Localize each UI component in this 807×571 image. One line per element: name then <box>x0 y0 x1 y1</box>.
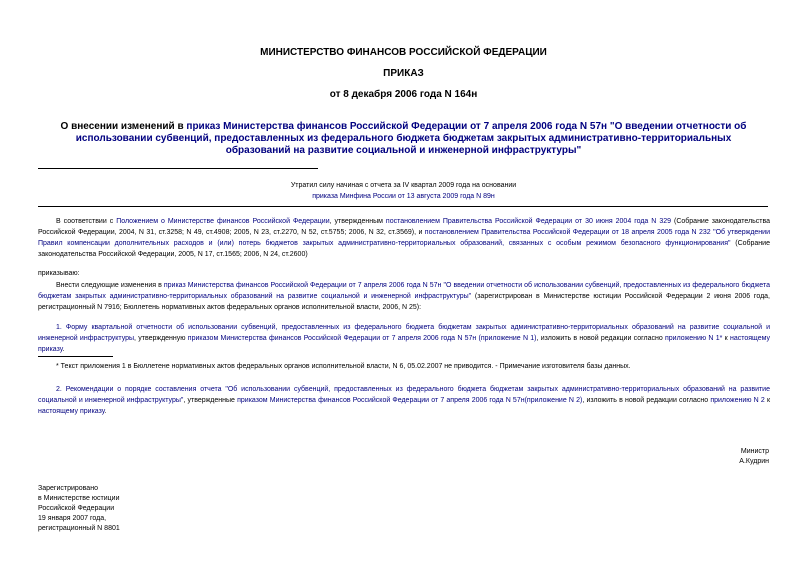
signature-block <box>739 447 769 467</box>
item2-text-4: . <box>104 408 107 415</box>
item1-link-this-order[interactable]: настоящему приказу <box>38 335 771 353</box>
item2-text-1: , утвержденные <box>183 397 238 404</box>
item2-link-this-order[interactable]: настоящему приказу <box>38 408 105 415</box>
title-text: О внесении изменений в <box>60 121 187 132</box>
registration-line-3: Российской Федерации <box>38 505 115 512</box>
item1-text-2: , изложить в новой редакции согласно <box>536 335 665 342</box>
order-word: приказываю: <box>38 270 80 277</box>
para1-text-2: , утвержденным <box>329 218 386 225</box>
status-note-text: Утратил силу начиная с отчета за IV квартал 2009 года на основании <box>290 182 517 189</box>
link-resolution-329[interactable]: постановлением Правительства Российской Федерации от 30 июня 2004 года N 329 <box>385 218 672 225</box>
link-resolution-232[interactable]: постановлением Правительства Российской Федерации от 18 апреля 2005 года N 232 "Об утверждении Правил компенсации дополнительных расходов и (или) потерь бюджетов закрытых административно-территориальных образований, связанных с особым режимом безопасного функционирования" <box>38 229 770 247</box>
signature-name: А.Кудрин <box>739 458 769 465</box>
registration-line-5: регистрационный N 8801 <box>38 525 120 532</box>
item-2 <box>38 384 770 417</box>
para2-text-1: Внести следующие изменения в <box>56 282 164 289</box>
item2-link-recommendations[interactable]: 2. Рекомендации о порядке составления отчета "Об использовании субвенций, предоставленных из федерального бюджета бюджетам закрытых административно-территориальных образований на развитие социальной и инженерной инфраструктуры" <box>38 386 770 404</box>
paragraph-basis <box>38 216 770 260</box>
registration-block <box>38 484 120 534</box>
para1-text-1: В соответствии с <box>56 218 117 225</box>
item1-link-form[interactable]: 1. Форму квартальной отчетности об использовании субвенций, предоставленных из федерального бюджета бюджетам закрытых административно-территориальных образований на развитие социальной и инженерной инфраструктуры <box>38 324 770 342</box>
title-link-order-57n[interactable]: приказ Министерства финансов Российской Федерации от 7 апреля 2006 года N 57н "О введении отчетности об использовании субвенций, предоставленных из федерального бюджета бюджетам закрытых административно-территориальных образований на развитие социальной и инженерной инфраструктуры" <box>75 121 747 156</box>
item2-link-appendix-2[interactable]: приложению N 2 <box>710 397 765 404</box>
item2-text-3: к <box>764 397 771 404</box>
para1-text-4: (Собрание законодательства Российской Федерации, 2005, N 17, ст.1565; 2006, N 24, ст.2600) <box>38 240 770 258</box>
para2-text-2: (зарегистрирован в Министерстве юстиции Российской Федерации 2 июня 2006 года, регистрационный N 7916; Бюллетень нормативных актов федеральных органов исполнительной власти, 2006, N 25): <box>38 293 770 311</box>
registration-line-4: 19 января 2007 года, <box>38 515 107 522</box>
link-regulation-ministry[interactable]: Положением о Министерстве финансов Российской Федерации <box>116 218 330 225</box>
paragraph-amendments <box>38 280 770 313</box>
item2-link-order-57n[interactable]: приказом Министерства финансов Российской Федерации от 7 апреля 2006 года N 57н(приложение N 2) <box>237 397 583 404</box>
ministry-heading: МИНИСТЕРСТВО ФИНАНСОВ РОССИЙСКОЙ ФЕДЕРАЦИИ <box>260 47 547 58</box>
registration-line-2: в Министерстве юстиции <box>38 495 120 502</box>
item1-text-4: . <box>62 346 65 353</box>
signature-position: Министр <box>740 448 769 455</box>
item1-link-appendix-1[interactable]: приложению N 1* <box>665 335 723 342</box>
item1-text-3: к <box>722 335 730 342</box>
item1-text-1: , утвержденную <box>134 335 188 342</box>
divider-short <box>38 168 318 169</box>
para1-text-3: (Собрание законодательства Российской Федерации, 2004, N 31, ст.3258; N 49, ст.4908; 2005, N 23, ст.2270, N 52, ст.5755; 2006, N 32, ст.3569), и <box>38 218 771 236</box>
document-title <box>50 121 757 157</box>
status-note-link-order-89n[interactable]: приказа Минфина России от 13 августа 2009 года N 89н <box>312 193 495 200</box>
item2-text-2: , изложить в новой редакции согласно <box>582 397 711 404</box>
item-1 <box>38 322 770 355</box>
divider-long <box>38 206 768 207</box>
item1-link-order-57n[interactable]: приказом Министерства финансов Российской Федерации от 7 апреля 2006 года N 57н (приложение N 1) <box>187 335 537 342</box>
footnote: * Текст приложения 1 в Бюллетене нормативных актов федеральных органов исполнительной власти, N 6, 05.02.2007 не приводится. - Примечание изготовителя базы данных. <box>56 363 631 370</box>
doc-date-number: от 8 декабря 2006 года N 164н <box>329 89 478 100</box>
status-note <box>0 180 807 202</box>
footnote-rule <box>38 356 113 357</box>
link-order-57n[interactable]: приказ Министерства финансов Российской Федерации от 7 апреля 2006 года N 57н "О введении отчетности об использовании субвенций, предоставленных из федерального бюджета бюджетам закрытых административно-территориальных образований на развитие социальной и инженерной инфраструктуры" <box>38 282 770 300</box>
registration-line-1: Зарегистрировано <box>38 485 98 492</box>
doc-type-heading: ПРИКАЗ <box>383 68 424 79</box>
